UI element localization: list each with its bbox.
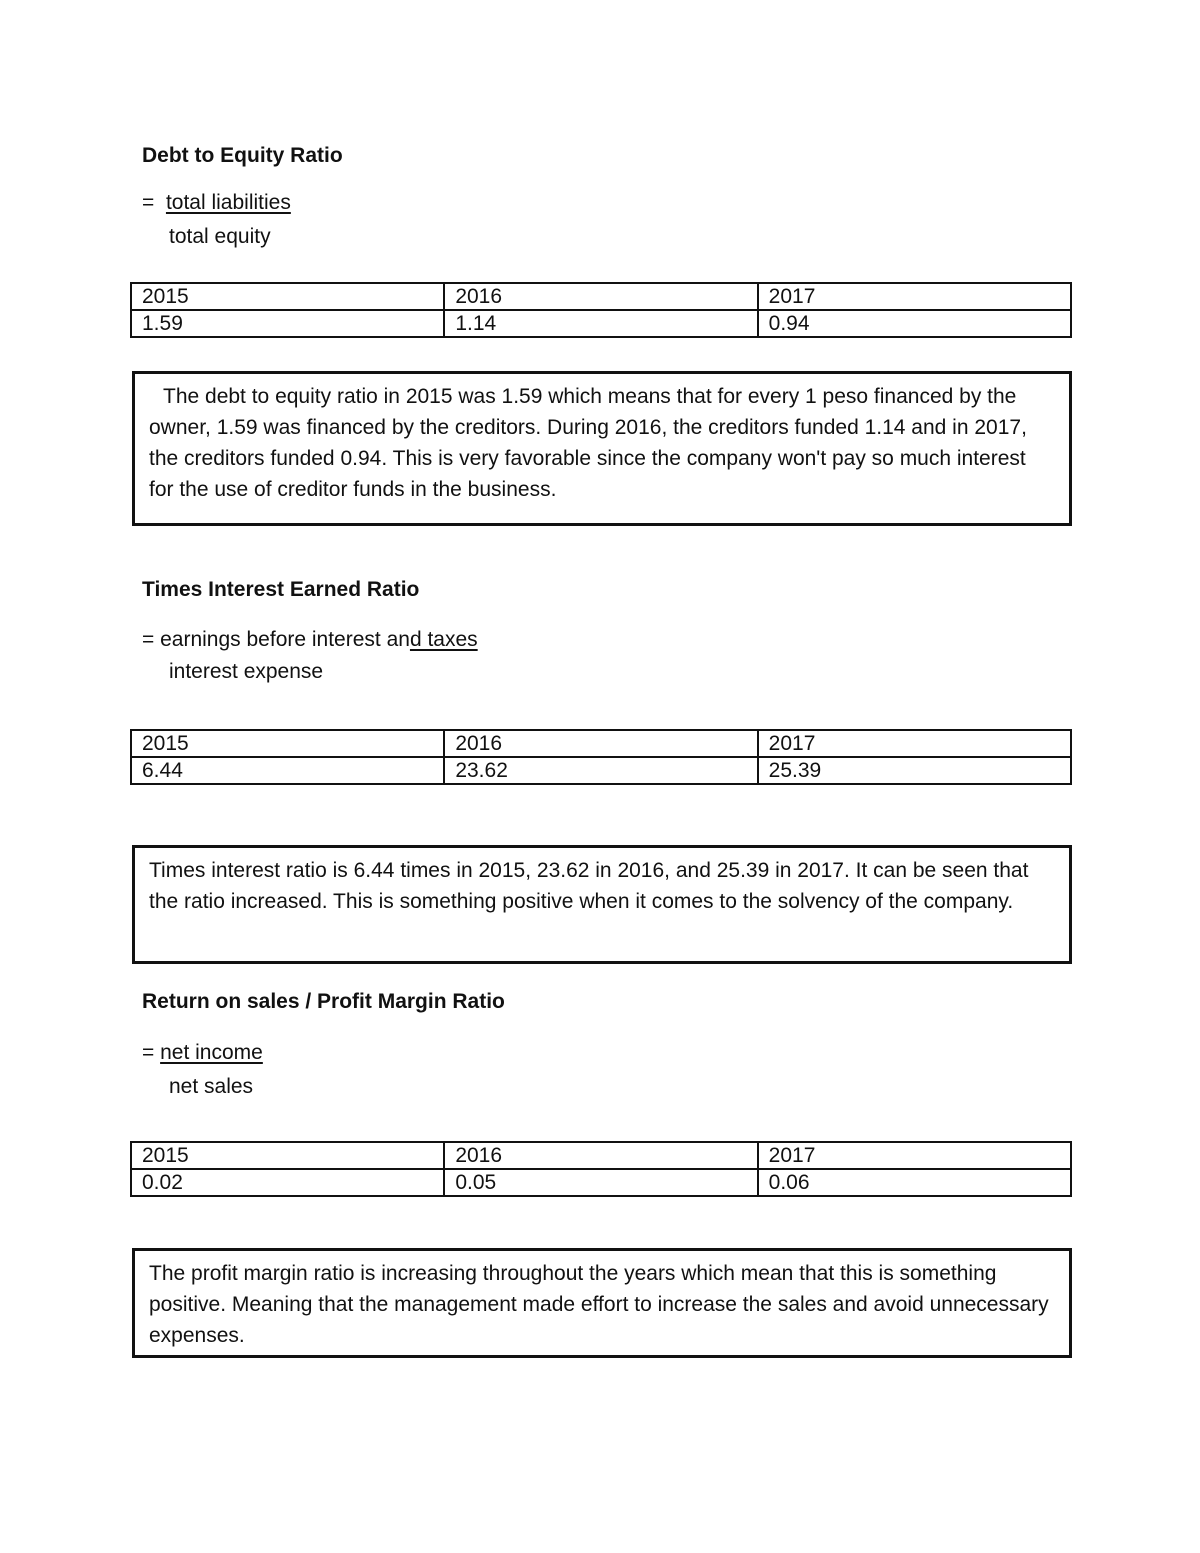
ratio-table-debt-to-equity — [130, 282, 1072, 338]
table-cell-value: 1.14 — [444, 310, 757, 337]
table-cell-value: 1.59 — [131, 310, 444, 337]
table-cell-value: 6.44 — [131, 757, 444, 784]
analysis-box-times-interest-earned: Times interest ratio is 6.44 times in 2015, 23.62 in 2016, and 25.39 in 2017. It can be seen that the ratio increased. This is something positive when it comes to the solvency of the company. — [132, 845, 1072, 964]
table-cell-value: 0.94 — [758, 310, 1071, 337]
table-cell-year: 2016 — [444, 283, 757, 310]
ratio-table-times-interest-earned — [130, 729, 1072, 785]
table-row-values — [131, 757, 1071, 784]
table-row-values — [131, 310, 1071, 337]
formula-equals-sign: = — [142, 628, 155, 651]
analysis-box-profit-margin: The profit margin ratio is increasing throughout the years which mean that this is something positive. Meaning that the management made effort to increase the sales and avoid unnecessary expenses. — [132, 1248, 1072, 1358]
ratio-table-profit-margin — [130, 1141, 1072, 1197]
table-cell-year: 2016 — [444, 1142, 757, 1169]
table-cell-value: 0.06 — [758, 1169, 1071, 1196]
formula-denominator: total equity — [169, 225, 271, 248]
formula-debt-to-equity — [142, 190, 291, 216]
section-title-debt-to-equity: Debt to Equity Ratio — [142, 144, 343, 167]
section-title-profit-margin: Return on sales / Profit Margin Ratio — [142, 990, 505, 1013]
table-row-values — [131, 1169, 1071, 1196]
table-cell-year: 2015 — [131, 1142, 444, 1169]
formula-numerator: total liabilities — [165, 191, 291, 214]
formula-equals-sign: = — [142, 191, 155, 214]
formula-times-interest-earned — [142, 627, 478, 653]
table-cell-year: 2017 — [758, 1142, 1071, 1169]
formula-equals-sign: = — [142, 1041, 155, 1064]
table-cell-year: 2015 — [131, 730, 444, 757]
table-cell-year: 2015 — [131, 283, 444, 310]
formula-numerator-plain: earnings before interest an — [160, 628, 410, 651]
formula-numerator-underlined: d taxes — [409, 628, 478, 651]
table-cell-year: 2016 — [444, 730, 757, 757]
table-row-years — [131, 283, 1071, 310]
formula-profit-margin — [142, 1040, 263, 1066]
table-cell-value: 0.02 — [131, 1169, 444, 1196]
table-cell-value: 25.39 — [758, 757, 1071, 784]
section-title-times-interest-earned: Times Interest Earned Ratio — [142, 578, 420, 601]
table-cell-value: 0.05 — [444, 1169, 757, 1196]
table-cell-year: 2017 — [758, 283, 1071, 310]
table-row-years — [131, 1142, 1071, 1169]
table-row-years — [131, 730, 1071, 757]
analysis-box-debt-to-equity: The debt to equity ratio in 2015 was 1.59 which means that for every 1 peso financed by the owner, 1.59 was financed by the creditors. During 2016, the creditors funded 1.14 and in 2017, the creditors funded 0.94. This is very favorable since the company won't pay so much interest for the use of creditor funds in the business. — [132, 371, 1072, 526]
formula-numerator: net income — [160, 1041, 263, 1064]
table-cell-year: 2017 — [758, 730, 1071, 757]
table-cell-value: 23.62 — [444, 757, 757, 784]
formula-denominator: interest expense — [169, 660, 324, 683]
formula-denominator: net sales — [169, 1075, 254, 1098]
